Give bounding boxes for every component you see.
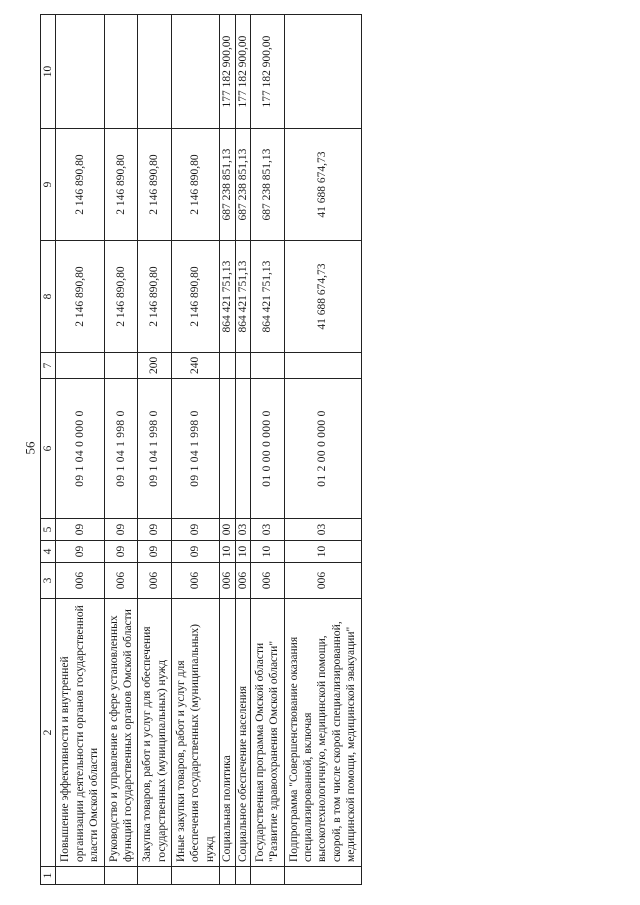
table-cell: 006 xyxy=(235,563,250,599)
amount-cell: 2 146 890,80 xyxy=(138,241,172,353)
amount-cell: 2 146 890,80 xyxy=(56,129,104,241)
table-cell: 006 xyxy=(220,563,235,599)
amount-cell: 177 182 900,00 xyxy=(250,15,284,129)
table-cell: 006 xyxy=(284,563,361,599)
target-article-cell: 09 1 04 0 000 0 xyxy=(56,379,104,519)
column-header: 9 xyxy=(41,129,56,241)
amount-cell: 687 238 851,13 xyxy=(220,129,235,241)
row-name: Руководство и управление в сфере установленных функций государственных органов Омской области xyxy=(104,599,138,867)
row-name: Иные закупки товаров, работ и услуг для обеспечения государственных (муниципальных) нужд xyxy=(172,599,220,867)
amount-cell: 687 238 851,13 xyxy=(250,129,284,241)
table-cell: 006 xyxy=(104,563,138,599)
table-cell: 10 xyxy=(220,541,235,563)
table-cell: 09 xyxy=(56,519,104,541)
expense-type-cell xyxy=(250,353,284,379)
amount-cell: 864 421 751,13 xyxy=(235,241,250,353)
target-article-cell xyxy=(235,379,250,519)
column-number-row xyxy=(41,15,56,885)
column-header: 1 xyxy=(41,867,56,885)
amount-cell: 2 146 890,80 xyxy=(138,129,172,241)
column-header: 2 xyxy=(41,599,56,867)
expense-type-cell xyxy=(235,353,250,379)
amount-cell: 41 688 674,73 xyxy=(284,129,361,241)
table-row xyxy=(138,15,172,885)
amount-cell: 177 182 900,00 xyxy=(220,15,235,129)
table-cell: 006 xyxy=(56,563,104,599)
column-header: 4 xyxy=(41,541,56,563)
column-header: 6 xyxy=(41,379,56,519)
table-cell: 006 xyxy=(138,563,172,599)
table-row xyxy=(220,15,235,885)
expense-type-cell: 200 xyxy=(138,353,172,379)
table-cell: 03 xyxy=(235,519,250,541)
table-cell: 09 xyxy=(172,519,220,541)
table-cell: 006 xyxy=(250,563,284,599)
budget-table xyxy=(40,14,362,885)
table-cell: 10 xyxy=(235,541,250,563)
table-row xyxy=(284,15,361,885)
table-row xyxy=(56,15,104,885)
amount-cell xyxy=(138,15,172,129)
table-cell xyxy=(235,867,250,885)
table-cell xyxy=(104,867,138,885)
table-cell: 09 xyxy=(138,519,172,541)
column-header: 8 xyxy=(41,241,56,353)
amount-cell: 864 421 751,13 xyxy=(220,241,235,353)
target-article-cell: 01 0 00 0 000 0 xyxy=(250,379,284,519)
table-cell xyxy=(284,867,361,885)
row-name: Социальная политика xyxy=(220,599,235,867)
table-row xyxy=(250,15,284,885)
table-cell: 09 xyxy=(172,541,220,563)
amount-cell: 2 146 890,80 xyxy=(172,241,220,353)
table-cell xyxy=(138,867,172,885)
column-header: 7 xyxy=(41,353,56,379)
table-cell xyxy=(172,867,220,885)
amount-cell: 41 688 674,73 xyxy=(284,241,361,353)
table-row xyxy=(172,15,220,885)
table-cell: 10 xyxy=(284,541,361,563)
table-cell: 006 xyxy=(172,563,220,599)
column-header: 3 xyxy=(41,563,56,599)
target-article-cell xyxy=(220,379,235,519)
table-cell xyxy=(220,867,235,885)
amount-cell xyxy=(104,15,138,129)
table-row xyxy=(235,15,250,885)
page-number: 56 xyxy=(22,441,38,455)
amount-cell xyxy=(172,15,220,129)
amount-cell: 2 146 890,80 xyxy=(56,241,104,353)
table-cell: 00 xyxy=(220,519,235,541)
target-article-cell: 01 2 00 0 000 0 xyxy=(284,379,361,519)
row-name: Повышение эффективности и внутренней организации деятельности органов государственной власти Омской области xyxy=(56,599,104,867)
table-cell: 09 xyxy=(56,541,104,563)
table-cell xyxy=(56,867,104,885)
expense-type-cell xyxy=(284,353,361,379)
table-cell: 09 xyxy=(138,541,172,563)
amount-cell: 2 146 890,80 xyxy=(172,129,220,241)
table-cell xyxy=(250,867,284,885)
amount-cell: 2 146 890,80 xyxy=(104,129,138,241)
row-name: Социальное обеспечение населения xyxy=(235,599,250,867)
amount-cell: 2 146 890,80 xyxy=(104,241,138,353)
target-article-cell: 09 1 04 1 998 0 xyxy=(104,379,138,519)
column-header: 10 xyxy=(41,15,56,129)
amount-cell xyxy=(56,15,104,129)
row-name: Закупка товаров, работ и услуг для обеспечения государственных (муниципальных) нужд xyxy=(138,599,172,867)
table-cell: 03 xyxy=(284,519,361,541)
expense-type-cell xyxy=(220,353,235,379)
table-row xyxy=(104,15,138,885)
amount-cell: 687 238 851,13 xyxy=(235,129,250,241)
row-name: Подпрограмма "Совершенствование оказания специализированной, включая высокотехнологичную, медицинской помощи, скорой, в том числе скорой специализированной, медицинской помощи, медицинской эвакуации" xyxy=(284,599,361,867)
table-cell: 09 xyxy=(104,541,138,563)
column-header: 5 xyxy=(41,519,56,541)
table-cell: 03 xyxy=(250,519,284,541)
table-cell: 10 xyxy=(250,541,284,563)
row-name: Государственная программа Омской области "Развитие здравоохранения Омской области" xyxy=(250,599,284,867)
amount-cell xyxy=(284,15,361,129)
amount-cell: 177 182 900,00 xyxy=(235,15,250,129)
target-article-cell: 09 1 04 1 998 0 xyxy=(172,379,220,519)
table-cell: 09 xyxy=(104,519,138,541)
amount-cell: 864 421 751,13 xyxy=(250,241,284,353)
expense-type-cell: 240 xyxy=(172,353,220,379)
expense-type-cell xyxy=(104,353,138,379)
expense-type-cell xyxy=(56,353,104,379)
budget-table-container xyxy=(40,15,362,885)
target-article-cell: 09 1 04 1 998 0 xyxy=(138,379,172,519)
